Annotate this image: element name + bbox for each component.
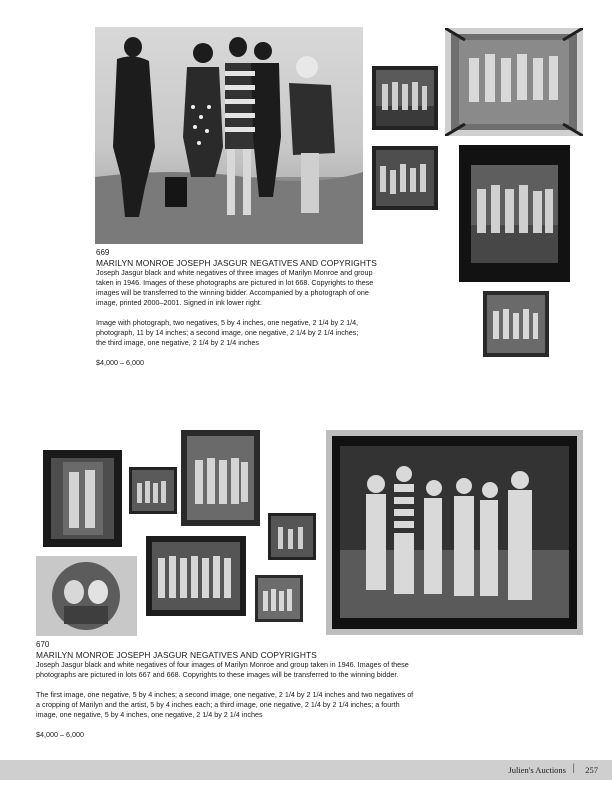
lot-670-negative-medium xyxy=(181,430,260,526)
lot-670-details-line: image, one negative, 5 by 4 inches, one negative, 2 1/4 by 2 1/4 inches xyxy=(36,710,263,719)
lot-669-description-line: Joseph Jasgur black and white negatives of three images of Marilyn Monroe and group xyxy=(96,268,373,277)
lot-670-details-line: a cropping of Marilyn and the artist, 5 by 4 inches each; a third image, one negative, 2 1/4 by 2 1/4 inches; a fourth xyxy=(36,700,400,709)
page-footer xyxy=(0,760,612,780)
lot-669-negative-small-2 xyxy=(372,146,438,210)
lot-669-print-photo xyxy=(95,27,363,244)
lot-670-estimate: $4,000 – 6,000 xyxy=(36,730,84,739)
lot-670-description-line: photographs are pictured in lots 667 and 668. Copyrights to these images will be transferred to the winning bidder. xyxy=(36,670,399,679)
auction-house-name: Julien's Auctions xyxy=(508,765,566,775)
lot-669-details-line: the third image, one negative, 2 1/4 by 2 1/4 inches xyxy=(96,338,260,347)
lot-670-negative-strip xyxy=(43,450,122,547)
lot-670-negative-small-3 xyxy=(255,575,303,622)
lot-669-title: MARILYN MONROE JOSEPH JASGUR NEGATIVES AND COPYRIGHTS xyxy=(96,258,377,268)
lot-670-description-line: Joseph Jasgur black and white negatives of four images of Marilyn Monroe and group taken in 1946. Images of these xyxy=(36,660,409,669)
lot-669-number: 669 xyxy=(96,248,110,257)
lot-670-title: MARILYN MONROE JOSEPH JASGUR NEGATIVES AND COPYRIGHTS xyxy=(36,650,317,660)
lot-670-negative-portrait xyxy=(36,556,137,636)
footer-separator: | xyxy=(572,763,575,774)
lot-669-negative-small-3 xyxy=(483,291,549,357)
lot-669-description-line: image, printed 2000–2001. Signed in ink lower right. xyxy=(96,298,262,307)
lot-670-negative-group xyxy=(146,536,246,616)
lot-669-details-line: Image with photograph, two negatives, 5 by 4 inches, one negative, 2 1/4 by 2 1/4, xyxy=(96,318,359,327)
lot-669-text-block xyxy=(96,248,396,368)
lot-670-details-line: The first image, one negative, 5 by 4 inches; a second image, one negative, 2 1/4 by 2 1/4 inches and two negatives of xyxy=(36,690,414,699)
lot-670-negative-small-1 xyxy=(129,467,177,514)
lot-670-number: 670 xyxy=(36,640,50,649)
lot-669-description-line: taken in 1946. Images of these photographs are pictured in lot 668. Copyrights to these xyxy=(96,278,374,287)
page-number: 257 xyxy=(585,765,598,775)
lot-669-estimate: $4,000 – 6,000 xyxy=(96,358,144,367)
lot-669-description-line: images will be transferred to the winning bidder. Accompanied by a photograph of one xyxy=(96,288,369,297)
lot-669-negative-small-1 xyxy=(372,66,438,130)
lot-670-text-block xyxy=(36,640,496,740)
lot-669-negative-large xyxy=(459,145,570,282)
lot-669-negative-sleeve xyxy=(445,28,583,136)
lot-669-details-line: photograph, 11 by 14 inches; a second image, one negative, 2 1/4 by 2 1/4 inches; xyxy=(96,328,359,337)
lot-670-negative-small-2 xyxy=(268,513,316,560)
lot-670-negative-large xyxy=(326,430,583,635)
